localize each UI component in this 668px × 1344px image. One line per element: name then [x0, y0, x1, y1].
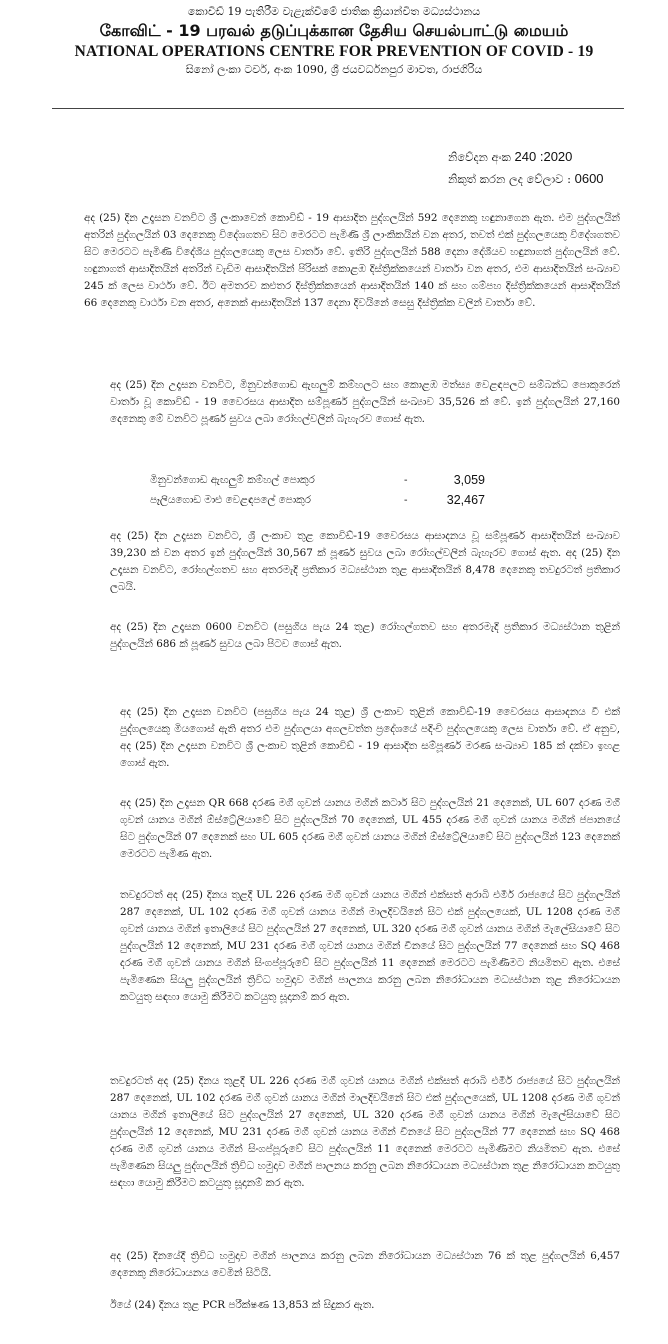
table-row	[150, 470, 485, 490]
cluster-value: 32,467	[446, 493, 485, 507]
english-title: NATIONAL OPERATIONS CENTRE FOR PREVENTION OF COVID - 19	[74, 43, 594, 60]
issue-time-label: නිකුත් කරන ලද වේලාව :	[448, 172, 571, 186]
letterhead	[0, 4, 668, 78]
reference-block	[448, 146, 628, 190]
paragraph-pcr-tests: ඊයේ (24) දිනය තුළ PCR පරීක්ෂණ 13,853 ක් සිදුකර ඇත.	[110, 1299, 375, 1311]
issue-time-value: 0600	[574, 171, 604, 186]
release-label: නිවේදන අංක	[448, 150, 511, 164]
paragraph-scheduled-arrivals: තවදුරටත් අද (25) දිනය තුළදී UL 226 දරණ මගී ගුවන් යානය මගින් එක්සත් අරාබි එමීර් රාජ්‍යයේ සිට පුද්ගලයින් 287 දෙනෙක්, UL 102 දරණ මගී ගුවන් යානය මගින් මාලදිවයිනේ සිට එක් පුද්ගලයෙක්, UL 1208 දරණ මගී ගුවන් යානය මගින් ඉතාලියේ සිට පුද්ගලයින් 27 දෙනෙක්, UL 320 දරණ මගී ගුවන් යානය මගින් මැලේසියාවේ සිට පුද්ගලයින් 12 දෙනෙක්, MU 231 දරණ මගී ගුවන් යානය මගින් චීනයේ සිට පුද්ගලයින් 77 දෙනෙක් සහ SQ 468 දරණ මගී ගුවන් යානය මගින් සිංගප්පූරුවේ සිට පුද්ගලයින් 11 දෙනෙක් මෙරටට පැමිණීමට නියමිතව ඇත. එසේ පැමිණෙන සියලු පුද්ගලයින් ත්‍රිවිධ හමුදාව මගින් පාලනය කරනු ලබන නිරෝධායන මධ්‍යස්ථාන තුළ නිරෝධායන කටයුතු සඳහා යොමු කිරීමට කටයුතු සූදානම් කර ඇත.	[120, 889, 620, 1003]
cluster-dash: -	[403, 474, 408, 486]
cluster-table	[150, 470, 485, 510]
cluster-name: මිනුවන්ගොඩ ඇඟලුම් කම්හල් පොකුර	[150, 473, 315, 486]
paragraph-cluster-summary: අද (25) දින උදෑසන වනවිට, මිනුවන්ගොඩ ඇඟලුම් කම්හලට සහ කොළඹ මත්ස්‍ය වෙළඳපලට සම්බන්ධ පොකුරෙන් වාර්තා වූ කොවිඩ් - 19 වෛරසය ආසාදිත සම්පූර්ණ පුද්ගලයින් සංඛ්‍යාව 35,526 ක් වේ. ඉන් පුද්ගලයින් 27,160 දෙනෙකු මේ වනවිට පූර්ණ සුවය ලබා රෝහල්වලින් බැහැරව ගොස් ඇත.	[110, 379, 620, 425]
paragraph-deaths: අද (25) දින උදෑසන වනවිට (පසුගිය පැය 24 තුළ) ශ්‍රී ලංකාව තුළින් කොවිඩ්-19 වෛරසය ආසාදනය වී එක් පුද්ගලයෙකු මියගොස් ඇති අතර එම පුද්ගලයා අගලවත්ත ප්‍රදේශයේ පදිංචි පුද්ගලයෙකු ලෙස වාර්තා වේ. ඒ අනුව, අද (25) දින උදෑසන වනවිට ශ්‍රී ලංකාව තුළින් කොවිඩ් - 19 ආසාදිත සම්පූර්ණ මරණ සංඛ්‍යාව 185 ක් දක්වා ඉහළ ගොස් ඇත.	[120, 706, 620, 769]
sinhala-title: කොවිඩ් 19 පැතිරීම වැළැක්වීමේ ජාතික ක්‍රියාන්විත මධ්‍යස්ථානය	[187, 5, 481, 18]
cluster-name: පෑලියගොඩ මාළු වෙළඳපලේ පොකුර	[150, 493, 311, 506]
table-row	[150, 490, 485, 510]
issue-time-line	[448, 168, 628, 190]
address: සිනෝ ලංකා ටවර්, අංක 1090, ශ්‍රී ජයවර්ධනපුර මාවත, රාජගිරිය	[185, 63, 483, 76]
header-divider	[52, 108, 624, 109]
paragraph-recoveries: අද (25) දින උදෑසන 0600 වනවිට (පසුගිය පැය 24 තුළ) රෝහල්ගතව සහ අතරමැදි ප්‍රතිකාර මධ්‍යස්ථාන තුළින් පුද්ගලයින් 686 ක් පූර්ණ සුවය ලබා පිටව ගොස් ඇත.	[110, 621, 620, 650]
cluster-dash: -	[403, 494, 408, 506]
paragraph-new-cases: අද (25) දින උදෑසන වනවිට ශ්‍රී ලංකාවෙන් කොවිඩ් - 19 ආසාදිත පුද්ගලයින් 592 දෙනෙකු හඳුනාගෙන ඇත. එම පුද්ගලයින් අතරින් පුද්ගලයින් 03 දෙනෙකු විදේශගතව සිට මෙරටට පැමිණි ශ්‍රී ලාංකිකයින් වන අතර, තවත් එක් පුද්ගලයෙකු විදේශගතව සිට මෙරටට පැමිණි විදේශිය පුද්ගලයෙකු ලෙස වාර්තා වේ. ඉතිරි පුද්ගලයින් 588 දෙනා දේශීයව හඳුනාගත් පුද්ගලයින් වේ. හඳුනාගත් ආසාදිතයින් අතරින් වැඩිම ආසාදිතයින් පිරිසක් කොළඹ දිස්ත්‍රික්කයෙන් වාර්තා වන අතර, එම ආසාදිතයින් සංඛ්‍යාව 245 ක් ලෙස වාර්ථා වේ. ඊට අමතරව කළුතර දිස්ත්‍රික්කයෙන් ආසාදිතයින් 140 ක් සහ ගම්පහ දිස්ත්‍රික්කයෙන් ආසාදිතයින් 66 දෙනෙකු වාර්ථා වන අතර, අනෙක් ආසාදිතයින් 137 දෙනා දිවයිනේ සෙසු දිස්ත්‍රික්ක වලින් වාර්තා වේ.	[84, 212, 620, 309]
paragraph-quarantine: අද (25) දිනයේදී ත්‍රිවිධ හමුදාව මගින් පාලනය කරනු ලබන නිරෝධායන මධ්‍යස්ථාන 76 ක් තුළ පුද්ගලයින් 6,457 දෙනෙකු නිරෝධායනය වෙමින් සිටියි.	[110, 1250, 620, 1279]
release-number-line	[448, 146, 628, 168]
paragraph-scheduled-arrivals-repeat: තවදුරටත් අද (25) දිනය තුළදී UL 226 දරණ මගී ගුවන් යානය මගින් එක්සත් අරාබි එමීර් රාජ්‍යයේ සිට පුද්ගලයින් 287 දෙනෙක්, UL 102 දරණ මගී ගුවන් යානය මගින් මාලදිවයිනේ සිට එක් පුද්ගලයෙක්, UL 1208 දරණ මගී ගුවන් යානය මගින් ඉතාලියේ සිට පුද්ගලයින් 27 දෙනෙක්, UL 320 දරණ මගී ගුවන් යානය මගින් මැලේසියාවේ සිට පුද්ගලයින් 12 දෙනෙක්, MU 231 දරණ මගී ගුවන් යානය මගින් චීනයේ සිට පුද්ගලයින් 77 දෙනෙක් සහ SQ 468 දරණ මගී ගුවන් යානය මගින් සිංගප්පූරුවේ සිට පුද්ගලයින් 11 දෙනෙක් මෙරටට පැමිණීමට නියමිතව ඇත. එසේ පැමිණෙන සියලු පුද්ගලයින් ත්‍රිවිධ හමුදාව මගින් පාලනය කරනු ලබන නිරෝධායන මධ්‍යස්ථාන තුළ නිරෝධායන කටයුතු සඳහා යොමු කිරීමට කටයුතු සූදානම් කර ඇත.	[110, 1075, 620, 1189]
cluster-value: 3,059	[453, 473, 485, 487]
paragraph-total-cases: අද (25) දින උදෑසන වනවිට, ශ්‍රී ලංකාව තුළ කොවිඩ්-19 වෛරසය ආසාදනය වූ සම්පූර්ණ ආසාදිතයින් සංඛ්‍යාව 39,230 ක් වන අතර ඉන් පුද්ගලයින් 30,567 ක් පූර්ණ සුවය ලබා රෝහල්වලින් බැහැරව ගොස් ඇත. අද (25) දින උදෑසන වනවිට, රෝහල්ගතව සහ අතරමැදි ප්‍රතිකාර මධ්‍යස්ථාන තුළ ආසාදිතයින් 8,478 දෙනෙකු තවදුරටත් ප්‍රතිකාර ලබයි.	[110, 530, 620, 593]
release-number: 240 :2020	[514, 149, 573, 164]
paragraph-arrivals: අද (25) දින උදෑසන QR 668 දරණ මගී ගුවන් යානය මගින් කටාර් සිට පුද්ගලයින් 21 දෙනෙක්, UL 607 දරණ මගී ගුවන් යානය මගින් ඕස්ට්‍රේලියාවේ සිට පුද්ගලයින් 70 දෙනෙක්, UL 455 දරණ මගී ගුවන් යානය මගින් ජපානයේ සිට පුද්ගලයින් 07 දෙනෙක් සහ UL 605 දරණ මගී ගුවන් යානය මගින් ඕස්ට්‍රේලියාවේ සිට පුද්ගලයින් 123 දෙනෙක් මෙරටට පැමිණ ඇත.	[120, 797, 620, 860]
tamil-title: கோவிட் - 19 பரவல் தடுப்புக்கான தேசிய செயல்பாட்டு மையம்	[99, 21, 569, 40]
